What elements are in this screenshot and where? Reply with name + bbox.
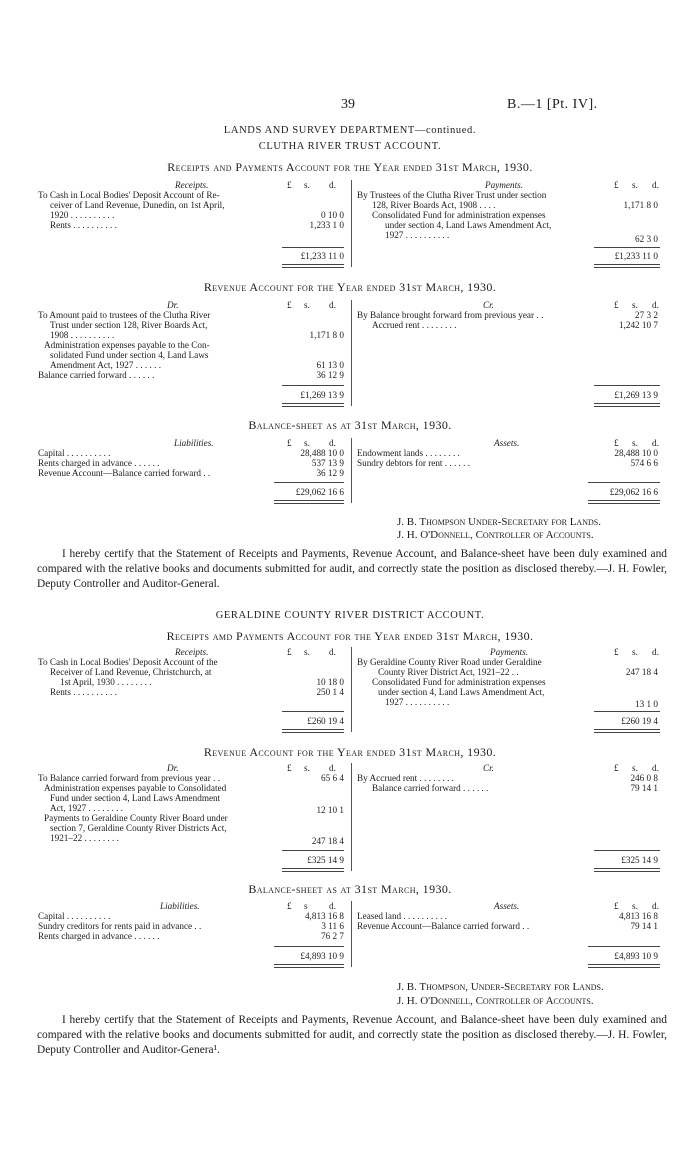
col-pounds: £ bbox=[287, 438, 292, 448]
line: Consolidated Fund for administration expenses bbox=[372, 677, 546, 687]
line: under section 4, Land Laws Amendment Act, bbox=[378, 687, 545, 697]
line: Sundry creditors for rents paid in advance . . bbox=[38, 921, 202, 931]
total: £29,062 16 6 bbox=[295, 487, 344, 497]
col-head: Liabilities. bbox=[174, 438, 214, 448]
amount: 247 18 4 bbox=[625, 667, 658, 677]
col-head: Assets. bbox=[494, 438, 520, 448]
total: £4,893 10 9 bbox=[614, 951, 658, 961]
col-head: Liabilities. bbox=[160, 901, 200, 911]
line: Capital . . . . . . . . . . bbox=[38, 911, 111, 921]
col-shillings: s. bbox=[304, 763, 310, 773]
line: Revenue Account—Balance carried forward . . bbox=[357, 921, 530, 931]
col-shillings: s bbox=[304, 901, 308, 911]
col-head: Cr. bbox=[483, 300, 494, 310]
col-shillings: s. bbox=[632, 180, 638, 190]
line: solidated Fund under section 4, Land Laws bbox=[50, 350, 209, 360]
line: Trust under section 128, River Boards Act, bbox=[50, 320, 208, 330]
line: ceiver of Land Revenue, Dunedin, on 1st April, bbox=[50, 200, 225, 210]
line: By Trustees of the Clutha River Trust under section bbox=[357, 190, 547, 200]
total: £325 14 9 bbox=[621, 855, 658, 865]
col-pence: d. bbox=[329, 901, 336, 911]
col-pence: d. bbox=[329, 180, 336, 190]
total: £1,233 11 0 bbox=[614, 251, 658, 261]
col-pence: d. bbox=[652, 180, 659, 190]
col-head: Payments. bbox=[485, 180, 524, 190]
col-head: Receipts. bbox=[175, 647, 209, 657]
audit-certificate: I hereby certify that the Statement of Receipts and Payments, Revenue Account, and Balance-sheet have been duly examined and compared with the relative books and documents submitted for audit, and correctly state the position as disclosed thereby.—J. H. Fowler, Deputy Controller and Auditor-General. bbox=[37, 548, 667, 590]
amount: 12 10 1 bbox=[316, 805, 344, 815]
line: County River District Act, 1921–22 . . bbox=[378, 667, 519, 677]
col-pence: d. bbox=[652, 763, 659, 773]
line: Rents charged in advance . . . . . . bbox=[38, 931, 160, 941]
col-pounds: £ bbox=[287, 647, 292, 657]
signature-controller: J. H. O'Donnell, Controller of Accounts. bbox=[397, 995, 594, 1007]
amount: 76 2 7 bbox=[321, 931, 344, 941]
col-pounds: £ bbox=[614, 763, 619, 773]
amount: 4,813 16 8 bbox=[304, 911, 344, 921]
line: To Cash in Local Bodies' Deposit Account of Re- bbox=[38, 190, 220, 200]
line: 1927 . . . . . . . . . . bbox=[385, 697, 450, 707]
line: Fund under section 4, Land Laws Amendment bbox=[50, 793, 221, 803]
total: £29,062 16 6 bbox=[609, 487, 658, 497]
amount: 79 14 1 bbox=[630, 921, 658, 931]
col-shillings: s. bbox=[632, 438, 638, 448]
total: £1,233 11 0 bbox=[300, 251, 344, 261]
amount: 247 18 4 bbox=[311, 836, 344, 846]
col-pounds: £ bbox=[614, 180, 619, 190]
amount: 62 3 0 bbox=[635, 234, 658, 244]
col-pence: d. bbox=[652, 300, 659, 310]
amount: 36 12 9 bbox=[316, 468, 344, 478]
line: Amendment Act, 1927 . . . . . . bbox=[50, 360, 162, 370]
total: £4,893 10 9 bbox=[300, 951, 344, 961]
line: Payments to Geraldine County River Board under bbox=[44, 813, 228, 823]
amount: 36 12 9 bbox=[316, 370, 344, 380]
col-head: Assets. bbox=[494, 901, 520, 911]
col-pounds: £ bbox=[287, 901, 292, 911]
line: Rents . . . . . . . . . . bbox=[50, 220, 117, 230]
line: 1st April, 1930 . . . . . . . . bbox=[60, 677, 152, 687]
line: 1908 . . . . . . . . . . bbox=[50, 330, 115, 340]
line: Consolidated Fund for administration expenses bbox=[372, 210, 546, 220]
line: Capital . . . . . . . . . . bbox=[38, 448, 111, 458]
signature-under-secretary: J. B. Thompson, Under-Secretary for Lands. bbox=[397, 981, 604, 993]
line: Rents charged in advance . . . . . . bbox=[38, 458, 160, 468]
amount: 1,233 1 0 bbox=[309, 220, 344, 230]
geraldine-revenue-heading: Revenue Account for the Year ended 31st March, 1930. bbox=[203, 745, 497, 759]
line: By Balance brought forward from previous year . . bbox=[357, 310, 544, 320]
clutha-bs-heading: Balance-sheet as at 31st March, 1930. bbox=[248, 418, 452, 432]
line: Endowment lands . . . . . . . . bbox=[357, 448, 460, 458]
col-head: Dr. bbox=[167, 300, 179, 310]
line: Act, 1927 . . . . . . . . bbox=[50, 803, 123, 813]
col-pence: d. bbox=[329, 647, 336, 657]
col-pence: d. bbox=[329, 300, 336, 310]
signature-under-secretary: J. B. Thompson Under-Secretary for Lands. bbox=[397, 516, 601, 528]
col-shillings: s. bbox=[632, 647, 638, 657]
col-pence: d. bbox=[329, 763, 336, 773]
amount: 79 14 1 bbox=[630, 783, 658, 793]
amount: 27 3 2 bbox=[635, 310, 658, 320]
amount: 1,171 8 0 bbox=[309, 330, 344, 340]
line: Revenue Account—Balance carried forward . . bbox=[38, 468, 211, 478]
clutha-revenue-heading: Revenue Account for the Year ended 31st March, 1930. bbox=[203, 280, 497, 294]
amount: 13 1 0 bbox=[635, 699, 658, 709]
line: under section 4, Land Laws Amendment Act, bbox=[385, 220, 552, 230]
amount: 4,813 16 8 bbox=[618, 911, 658, 921]
amount: 246 0 8 bbox=[630, 773, 658, 783]
line: To Cash in Local Bodies' Deposit Account of the bbox=[38, 657, 218, 667]
col-head: Payments. bbox=[490, 647, 529, 657]
col-shillings: s. bbox=[304, 647, 310, 657]
geraldine-bs-heading: Balance-sheet as at 31st March, 1930. bbox=[248, 882, 452, 896]
total: £325 14 9 bbox=[307, 855, 344, 865]
amount: 574 6 6 bbox=[630, 458, 658, 468]
col-pence: d. bbox=[652, 901, 659, 911]
col-pence: d. bbox=[652, 647, 659, 657]
amount: 537 13 9 bbox=[311, 458, 344, 468]
col-head: Cr. bbox=[483, 763, 494, 773]
col-pence: d. bbox=[329, 438, 336, 448]
line: section 7, Geraldine County River Districts Act, bbox=[50, 823, 227, 833]
amount: 28,488 10 0 bbox=[614, 448, 658, 458]
amount: 1,171 8 0 bbox=[623, 200, 658, 210]
line: Accrued rent . . . . . . . . bbox=[372, 320, 457, 330]
col-shillings: s. bbox=[632, 901, 638, 911]
col-head: Dr. bbox=[167, 763, 179, 773]
line: Leased land . . . . . . . . . . bbox=[357, 911, 448, 921]
line: Administration expenses payable to Consolidated bbox=[44, 783, 227, 793]
line: Balance carried forward . . . . . . bbox=[372, 783, 489, 793]
department-title: LANDS AND SURVEY DEPARTMENT—continued. bbox=[223, 125, 477, 136]
col-pounds: £ bbox=[287, 300, 292, 310]
col-pounds: £ bbox=[287, 180, 292, 190]
geraldine-rp-heading: Receipts amd Payments Account for the Year ended 31st March, 1930. bbox=[166, 629, 534, 643]
line: 1920 . . . . . . . . . . bbox=[50, 210, 115, 220]
col-head: Receipts. bbox=[175, 180, 209, 190]
col-shillings: s. bbox=[304, 438, 310, 448]
line: 1927 . . . . . . . . . . bbox=[385, 230, 450, 240]
line: 1921–22 . . . . . . . . bbox=[50, 833, 119, 843]
total: £260 19 4 bbox=[621, 716, 658, 726]
total: £1,269 13 9 bbox=[300, 390, 344, 400]
amount: 28,488 10 0 bbox=[300, 448, 344, 458]
clutha-title: CLUTHA RIVER TRUST ACCOUNT. bbox=[258, 141, 442, 152]
amount: 250 1 4 bbox=[316, 687, 344, 697]
amount: 65 6 4 bbox=[321, 773, 344, 783]
line: Receiver of Land Revenue, Christchurch, at bbox=[50, 667, 212, 677]
col-pence: d. bbox=[652, 438, 659, 448]
page-number: 39 bbox=[341, 97, 355, 112]
col-pounds: £ bbox=[614, 438, 619, 448]
col-pounds: £ bbox=[614, 647, 619, 657]
clutha-rp-heading: Receipts and Payments Account for the Year ended 31st March, 1930. bbox=[167, 160, 533, 174]
total: £260 19 4 bbox=[307, 716, 344, 726]
line: Balance carried forward . . . . . . bbox=[38, 370, 155, 380]
signature-controller: J. H. O'Donnell, Controller of Accounts. bbox=[397, 529, 594, 541]
line: 128, River Boards Act, 1908 . . . . bbox=[372, 200, 496, 210]
amount: 3 11 6 bbox=[321, 921, 344, 931]
col-shillings: s. bbox=[304, 180, 310, 190]
line: Administration expenses payable to the Con- bbox=[44, 340, 210, 350]
audit-certificate: I hereby certify that the Statement of Receipts and Payments, Revenue Account, and Balance-sheet have been duly examined and compared with the relative books and documents submitted for audit, and correctly state the position as disclosed thereby.—J. H. Fowler, Deputy Controller and Auditor-Genera¹. bbox=[37, 1014, 667, 1056]
col-pounds: £ bbox=[614, 300, 619, 310]
col-shillings: s. bbox=[632, 300, 638, 310]
amount: 61 13 0 bbox=[316, 360, 344, 370]
line: Sundry debtors for rent . . . . . . bbox=[357, 458, 471, 468]
line: By Accrued rent . . . . . . . . bbox=[357, 773, 454, 783]
col-shillings: s. bbox=[632, 763, 638, 773]
col-pounds: £ bbox=[614, 901, 619, 911]
line: To Amount paid to trustees of the Clutha River bbox=[38, 310, 211, 320]
total: £1,269 13 9 bbox=[614, 390, 658, 400]
geraldine-title: GERALDINE COUNTY RIVER DISTRICT ACCOUNT. bbox=[215, 610, 485, 621]
line: By Geraldine County River Road under Geraldine bbox=[357, 657, 542, 667]
amount: 0 10 0 bbox=[321, 210, 344, 220]
amount: 10 18 0 bbox=[316, 677, 344, 687]
col-shillings: s. bbox=[304, 300, 310, 310]
amount: 1,242 10 7 bbox=[618, 320, 658, 330]
line: Rents . . . . . . . . . . bbox=[50, 687, 117, 697]
line: To Balance carried forward from previous year . . bbox=[38, 773, 221, 783]
col-pounds: £ bbox=[287, 763, 292, 773]
page-reference: B.—1 [Pt. IV]. bbox=[507, 97, 598, 112]
